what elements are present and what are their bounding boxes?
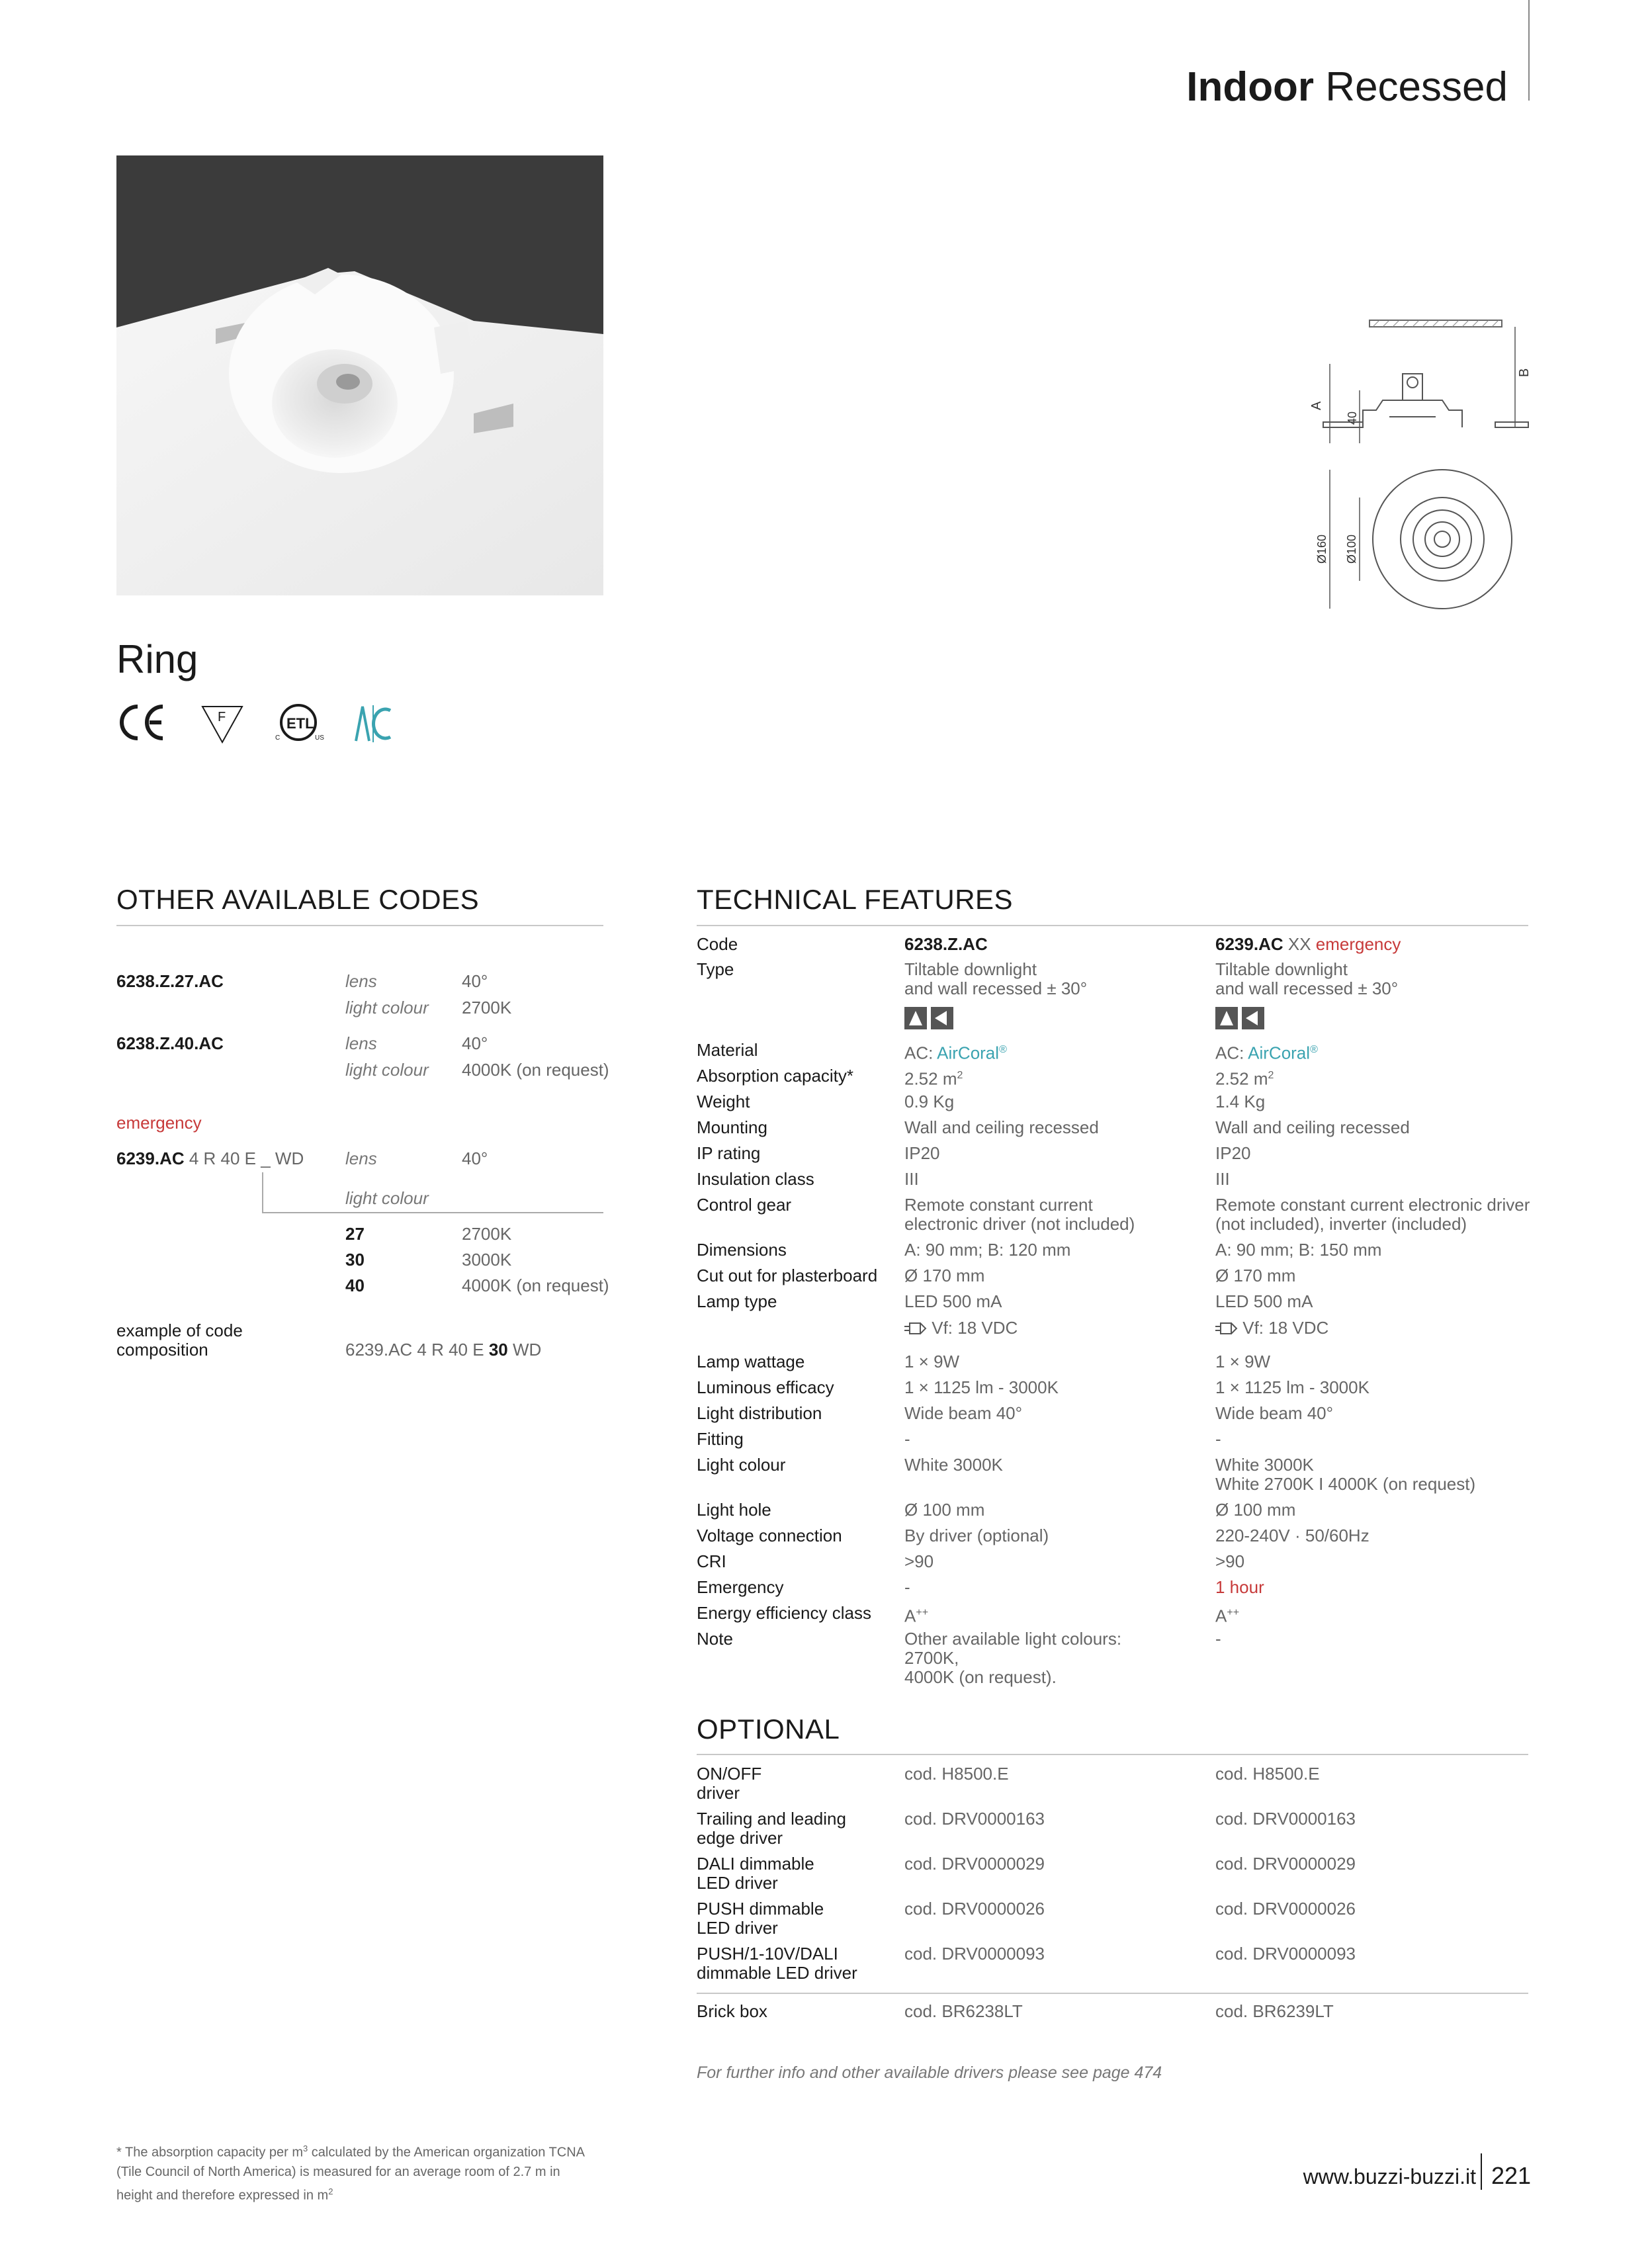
tech-dimensions-label: Dimensions bbox=[697, 1240, 787, 1260]
ceiling-mount-icon bbox=[904, 1007, 927, 1029]
colour-option-27-value: 2700K bbox=[462, 1224, 512, 1244]
absorption-unit-exp: 2 bbox=[1268, 1070, 1274, 1081]
tech-ip-col2: IP20 bbox=[1215, 1143, 1251, 1163]
tech-cri-label: CRI bbox=[697, 1551, 726, 1571]
tech-light-hole-col2: Ø 100 mm bbox=[1215, 1500, 1296, 1520]
other-codes-title: OTHER AVAILABLE CODES bbox=[116, 884, 480, 915]
vf-value: Vf: 18 VDC bbox=[1242, 1318, 1329, 1338]
tech-energy-label: Energy efficiency class bbox=[697, 1603, 871, 1623]
tech-distribution-col1: Wide beam 40° bbox=[904, 1403, 1023, 1423]
footnote-line3 bbox=[116, 2182, 593, 2206]
optional-push-label-line1: PUSH dimmable bbox=[697, 1899, 824, 1919]
footnote-line3-exp: 2 bbox=[328, 2186, 333, 2196]
tech-insulation-label: Insulation class bbox=[697, 1169, 814, 1189]
other-code-2: 6238.Z.40.AC bbox=[116, 1033, 224, 1053]
absorption-unit-exp: 2 bbox=[957, 1070, 963, 1081]
brick-box-col2: cod. BR6239LT bbox=[1215, 2001, 1334, 2021]
tech-wattage-label: Lamp wattage bbox=[697, 1352, 805, 1371]
tech-cutout-col2: Ø 170 mm bbox=[1215, 1266, 1296, 1285]
header-divider bbox=[1528, 0, 1530, 101]
dim-a-label: A bbox=[1309, 401, 1324, 410]
optional-rule bbox=[697, 1754, 1528, 1755]
tech-insulation-col1: III bbox=[904, 1169, 919, 1189]
tech-voltage-col2: 220-240V · 50/60Hz bbox=[1215, 1526, 1369, 1545]
tech-note-col2: - bbox=[1215, 1629, 1221, 1649]
tech-weight-col2: 1.4 Kg bbox=[1215, 1092, 1266, 1111]
tech-code-col2-xx: XX bbox=[1283, 934, 1316, 954]
tilt-icons-col2 bbox=[1215, 1007, 1266, 1034]
tech-energy-col2 bbox=[1215, 1603, 1239, 1626]
tech-emergency-col1: - bbox=[904, 1577, 910, 1597]
tech-vf-col2 bbox=[1215, 1318, 1328, 1338]
etl-mark-icon bbox=[275, 705, 324, 742]
energy-class-plus: ++ bbox=[1227, 1607, 1240, 1618]
wall-mount-icon bbox=[931, 1007, 953, 1029]
dim-b-label: B bbox=[1517, 368, 1532, 377]
energy-class-plus: ++ bbox=[916, 1607, 929, 1618]
emergency-label: emergency bbox=[116, 1113, 202, 1133]
optional-dali-label-line1: DALI dimmable bbox=[697, 1854, 814, 1874]
other-code-2-lens-val: 40° bbox=[462, 1033, 488, 1053]
tech-distribution-label: Light distribution bbox=[697, 1403, 822, 1423]
optional-trailing-col2: cod. DRV0000163 bbox=[1215, 1809, 1356, 1829]
absorption-value: 2.52 m bbox=[904, 1068, 957, 1089]
vf-value: Vf: 18 VDC bbox=[932, 1318, 1018, 1338]
absorption-value: 2.52 m bbox=[1215, 1068, 1268, 1089]
example-label-line1: example of code bbox=[116, 1320, 243, 1340]
optional-trailing-label-line2: edge driver bbox=[697, 1828, 783, 1848]
tech-note-col1-line1: Other available light colours: bbox=[904, 1629, 1122, 1649]
brick-box-rule bbox=[697, 1993, 1528, 1994]
material-prefix: AC: bbox=[904, 1043, 937, 1063]
tech-code-col2-bold: 6239.AC bbox=[1215, 934, 1283, 954]
tech-efficacy-col2: 1 × 1125 lm - 3000K bbox=[1215, 1377, 1369, 1397]
aircoral-mark-icon bbox=[356, 705, 390, 742]
code-bracket-horizontal bbox=[262, 1212, 603, 1213]
tech-code-col1: 6238.Z.AC bbox=[904, 934, 988, 954]
etl-mark-us: US bbox=[315, 734, 324, 742]
colour-option-40-code: 40 bbox=[345, 1276, 365, 1295]
footnote-line1-post: calculated by the American organization TCNA bbox=[308, 2145, 585, 2160]
material-reg: ® bbox=[1310, 1044, 1318, 1055]
tech-cutout-label: Cut out for plasterboard bbox=[697, 1266, 878, 1285]
footer-divider bbox=[1481, 2153, 1482, 2190]
tech-cri-col2: >90 bbox=[1215, 1551, 1245, 1571]
optional-note: For further info and other available drivers please see page 474 bbox=[697, 2063, 1162, 2082]
energy-class: A bbox=[1215, 1606, 1227, 1626]
ce-mark-icon bbox=[122, 707, 163, 738]
optional-push110-col2: cod. DRV0000093 bbox=[1215, 1944, 1356, 1964]
optional-trailing-col1: cod. DRV0000163 bbox=[904, 1809, 1045, 1829]
tech-mounting-col2: Wall and ceiling recessed bbox=[1215, 1117, 1410, 1137]
other-code-1: 6238.Z.27.AC bbox=[116, 971, 224, 991]
emergency-code bbox=[116, 1148, 304, 1168]
optional-push-col1: cod. DRV0000026 bbox=[904, 1899, 1045, 1919]
tilt-icons-col1 bbox=[904, 1007, 955, 1034]
tech-emergency-col2: 1 hour bbox=[1215, 1577, 1264, 1597]
example-code-bold: 30 bbox=[488, 1340, 508, 1360]
example-label-line2: composition bbox=[116, 1340, 208, 1360]
tech-vf-col1 bbox=[904, 1318, 1018, 1338]
tech-lamp-type-label: Lamp type bbox=[697, 1291, 777, 1311]
brick-box-label: Brick box bbox=[697, 2001, 767, 2021]
tech-mounting-label: Mounting bbox=[697, 1117, 767, 1137]
page-number: 221 bbox=[1491, 2162, 1532, 2189]
other-code-2-lens-key: lens bbox=[345, 1033, 377, 1053]
tech-absorption-label: Absorption capacity* bbox=[697, 1066, 854, 1086]
tech-voltage-col1: By driver (optional) bbox=[904, 1526, 1049, 1545]
tech-type-col2-line2: and wall recessed ± 30° bbox=[1215, 978, 1399, 998]
colour-option-30-code: 30 bbox=[345, 1250, 365, 1270]
tech-wattage-col2: 1 × 9W bbox=[1215, 1352, 1271, 1371]
tech-voltage-label: Voltage connection bbox=[697, 1526, 842, 1545]
example-code-post: WD bbox=[507, 1340, 542, 1360]
tech-code-col2-emergency: emergency bbox=[1315, 934, 1401, 954]
tech-energy-col1 bbox=[904, 1603, 928, 1626]
tech-fitting-label: Fitting bbox=[697, 1429, 744, 1449]
optional-dali-col1: cod. DRV0000029 bbox=[904, 1854, 1045, 1874]
wall-mount-icon bbox=[1242, 1007, 1264, 1029]
code-bracket-vertical bbox=[262, 1172, 263, 1213]
material-name: AirCoral bbox=[1248, 1043, 1311, 1063]
tech-dimensions-col1: A: 90 mm; B: 120 mm bbox=[904, 1240, 1071, 1260]
tech-light-colour-col2-line2: White 2700K I 4000K (on request) bbox=[1215, 1474, 1476, 1494]
tech-control-gear-col1-line1: Remote constant current bbox=[904, 1195, 1093, 1215]
tech-absorption-col2 bbox=[1215, 1066, 1274, 1089]
tech-wattage-col1: 1 × 9W bbox=[904, 1352, 960, 1371]
example-code-pre: 6239.AC 4 R 40 E bbox=[345, 1340, 489, 1360]
absorption-footnote bbox=[116, 2139, 593, 2205]
product-photo bbox=[116, 155, 603, 595]
tech-type-label: Type bbox=[697, 959, 734, 979]
dim-d100-label: Ø100 bbox=[1345, 534, 1358, 564]
footnote-line1-pre: * The absorption capacity per m bbox=[116, 2145, 304, 2160]
tech-cri-col1: >90 bbox=[904, 1551, 934, 1571]
material-reg: ® bbox=[999, 1044, 1007, 1055]
page-category-title bbox=[1186, 64, 1508, 110]
tech-type-col2-line1: Tiltable downlight bbox=[1215, 959, 1348, 979]
footnote-line1 bbox=[116, 2139, 593, 2163]
other-code-2-colour-key: light colour bbox=[345, 1060, 429, 1080]
optional-trailing-label-line1: Trailing and leading bbox=[697, 1809, 846, 1829]
optional-onoff-col1: cod. H8500.E bbox=[904, 1764, 1009, 1784]
material-name: AirCoral bbox=[937, 1043, 1000, 1063]
optional-push-col2: cod. DRV0000026 bbox=[1215, 1899, 1356, 1919]
tech-dimensions-col2: A: 90 mm; B: 150 mm bbox=[1215, 1240, 1382, 1260]
f-mark-letter: F bbox=[218, 710, 226, 724]
tech-light-hole-label: Light hole bbox=[697, 1500, 771, 1520]
f-mark-icon bbox=[202, 707, 242, 742]
tech-note-col1-line3: 4000K (on request). bbox=[904, 1667, 1057, 1687]
tech-type-col1-line2: and wall recessed ± 30° bbox=[904, 978, 1088, 998]
tech-cutout-col1: Ø 170 mm bbox=[904, 1266, 985, 1285]
other-code-1-colour-val: 2700K bbox=[462, 998, 512, 1017]
footnote-line2: (Tile Council of North America) is measured for an average room of 2.7 m in bbox=[116, 2164, 560, 2179]
technical-features-rule bbox=[697, 925, 1528, 926]
optional-push-label-line2: LED driver bbox=[697, 1918, 778, 1938]
tech-weight-label: Weight bbox=[697, 1092, 750, 1111]
etl-mark-c: C bbox=[275, 734, 281, 742]
emergency-code-rest: 4 R 40 E _ WD bbox=[184, 1148, 304, 1168]
other-codes-rule bbox=[116, 925, 603, 926]
other-code-1-colour-key: light colour bbox=[345, 998, 429, 1017]
other-code-2-colour-val: 4000K (on request) bbox=[462, 1060, 609, 1080]
tech-fitting-col2: - bbox=[1215, 1429, 1221, 1449]
tech-lamp-type-col1: LED 500 mA bbox=[904, 1291, 1002, 1311]
tech-control-gear-label: Control gear bbox=[697, 1195, 792, 1215]
tech-mounting-col1: Wall and ceiling recessed bbox=[904, 1117, 1099, 1137]
tech-control-gear-col2-line2: (not included), inverter (included) bbox=[1215, 1214, 1467, 1234]
tech-distribution-col2: Wide beam 40° bbox=[1215, 1403, 1334, 1423]
led-driver-icon bbox=[1215, 1321, 1238, 1336]
tech-ip-label: IP rating bbox=[697, 1143, 761, 1163]
tech-control-gear-col2-line1: Remote constant current electronic driver bbox=[1215, 1195, 1530, 1215]
footnote-line1-exp: 3 bbox=[303, 2143, 308, 2153]
tech-type-col1-line1: Tiltable downlight bbox=[904, 959, 1037, 979]
tech-material-col1 bbox=[904, 1040, 1007, 1063]
tech-note-col1-line2: 2700K, bbox=[904, 1648, 959, 1668]
tech-light-hole-col1: Ø 100 mm bbox=[904, 1500, 985, 1520]
optional-dali-col2: cod. DRV0000029 bbox=[1215, 1854, 1356, 1874]
tech-weight-col1: 0.9 Kg bbox=[904, 1092, 955, 1111]
dim-40-label: 40 bbox=[1346, 411, 1359, 425]
tech-ip-col1: IP20 bbox=[904, 1143, 940, 1163]
tech-material-col2 bbox=[1215, 1040, 1318, 1063]
optional-onoff-label-line2: driver bbox=[697, 1783, 740, 1803]
emergency-code-bold: 6239.AC bbox=[116, 1148, 185, 1168]
category-bold: Indoor bbox=[1186, 64, 1315, 110]
product-name: Ring bbox=[116, 637, 198, 681]
certification-icons bbox=[116, 701, 408, 748]
tech-insulation-col2: III bbox=[1215, 1169, 1230, 1189]
optional-push110-label-line1: PUSH/1-10V/DALI bbox=[697, 1944, 838, 1964]
tech-code-col2 bbox=[1215, 934, 1401, 954]
colour-option-30-value: 3000K bbox=[462, 1250, 512, 1270]
optional-onoff-label-line1: ON/OFF bbox=[697, 1764, 762, 1784]
tech-light-colour-label: Light colour bbox=[697, 1455, 786, 1475]
tech-light-colour-col1: White 3000K bbox=[904, 1455, 1003, 1475]
tech-efficacy-label: Luminous efficacy bbox=[697, 1377, 834, 1397]
tech-note-label: Note bbox=[697, 1629, 733, 1649]
footer-website-link[interactable]: www.buzzi-buzzi.it bbox=[1303, 2165, 1476, 2188]
example-code bbox=[345, 1340, 541, 1360]
category-light: Recessed bbox=[1325, 64, 1508, 110]
optional-dali-label-line2: LED driver bbox=[697, 1873, 778, 1893]
energy-class: A bbox=[904, 1606, 916, 1626]
tech-absorption-col1 bbox=[904, 1066, 963, 1089]
optional-onoff-col2: cod. H8500.E bbox=[1215, 1764, 1320, 1784]
etl-mark-letters: ETL bbox=[286, 715, 314, 732]
tech-emergency-label: Emergency bbox=[697, 1577, 784, 1597]
material-prefix: AC: bbox=[1215, 1043, 1248, 1063]
tech-lamp-type-col2: LED 500 mA bbox=[1215, 1291, 1313, 1311]
dim-d160-label: Ø160 bbox=[1315, 534, 1328, 564]
emergency-lens-key: lens bbox=[345, 1148, 377, 1168]
tech-fitting-col1: - bbox=[904, 1429, 910, 1449]
tech-light-colour-col2-line1: White 3000K bbox=[1215, 1455, 1314, 1475]
emergency-lens-val: 40° bbox=[462, 1148, 488, 1168]
optional-push110-col1: cod. DRV0000093 bbox=[904, 1944, 1045, 1964]
other-code-1-lens-key: lens bbox=[345, 971, 377, 991]
led-driver-icon bbox=[904, 1321, 927, 1336]
optional-push110-label-line2: dimmable LED driver bbox=[697, 1963, 857, 1983]
colour-option-27-code: 27 bbox=[345, 1224, 365, 1244]
emergency-colour-key: light colour bbox=[345, 1188, 429, 1208]
optional-title: OPTIONAL bbox=[697, 1713, 840, 1745]
tech-efficacy-col1: 1 × 1125 lm - 3000K bbox=[904, 1377, 1059, 1397]
technical-features-title: TECHNICAL FEATURES bbox=[697, 884, 1014, 915]
colour-option-40-value: 4000K (on request) bbox=[462, 1276, 609, 1295]
brick-box-col1: cod. BR6238LT bbox=[904, 2001, 1023, 2021]
tech-code-label: Code bbox=[697, 934, 738, 954]
ceiling-mount-icon bbox=[1215, 1007, 1238, 1029]
other-code-1-lens-val: 40° bbox=[462, 971, 488, 991]
tech-control-gear-col1-line2: electronic driver (not included) bbox=[904, 1214, 1135, 1234]
tech-material-label: Material bbox=[697, 1040, 758, 1060]
footnote-line3-pre: height and therefore expressed in m bbox=[116, 2188, 329, 2203]
technical-drawing bbox=[1297, 311, 1542, 615]
